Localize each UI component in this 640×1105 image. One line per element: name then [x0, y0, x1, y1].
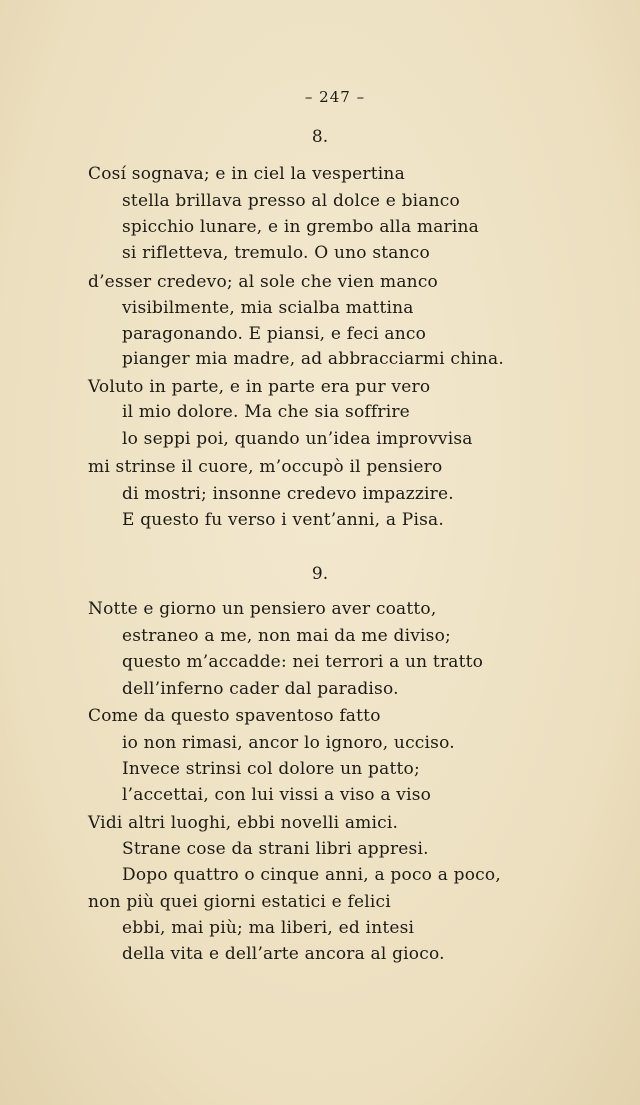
section-number-9: 9. [311, 564, 329, 584]
poem-line: Cosí sognava; e in ciel la vespertina [88, 164, 405, 184]
poem-line: Come da questo spaventoso fatto [88, 706, 381, 726]
poem-line: stella brillava presso al dolce e bianco [122, 191, 460, 211]
poem-line: ebbi, mai più; ma liberi, ed intesi [122, 918, 415, 938]
poem-line: paragonando. E piansi, e feci anco [122, 324, 427, 344]
poem-line: il mio dolore. Ma che sia soffrire [122, 402, 410, 422]
poem-line: Voluto in parte, e in parte era pur vero [88, 377, 431, 397]
poem-line: non più quei giorni estatici e felici [88, 892, 391, 912]
poem-line: di mostri; insonne credevo impazzire. [122, 484, 454, 504]
poem-line: mi strinse il cuore, m’occupò il pensiero [88, 457, 443, 477]
poem-line: lo seppi poi, quando un’idea improvvisa [122, 429, 473, 449]
poem-line: spicchio lunare, e in grembo alla marina [122, 217, 479, 237]
poem-line: io non rimasi, ancor lo ignoro, ucciso. [122, 733, 455, 753]
poem-line: si rifletteva, tremulo. O uno stanco [122, 243, 430, 263]
poem-line: questo m’accadde: nei terrori a un tratto [122, 652, 484, 672]
poem-line: l’accettai, con lui vissi a viso a viso [122, 785, 432, 805]
poem-line: pianger mia madre, ad abbracciarmi china. [122, 349, 504, 369]
poem-line: Notte e giorno un pensiero aver coatto, [88, 599, 437, 619]
poem-line: visibilmente, mia scialba mattina [122, 298, 414, 318]
page-number: – 247 – [304, 88, 366, 106]
poem-line: Dopo quattro o cinque anni, a poco a poco, [122, 865, 501, 885]
poem-line: Strane cose da strani libri appresi. [122, 839, 429, 859]
poem-line: dell’inferno cader dal paradiso. [122, 679, 399, 699]
poem-line: estraneo a me, non mai da me diviso; [122, 626, 451, 646]
poem-line: d’esser credevo; al sole che vien manco [88, 272, 438, 292]
poem-line: Invece strinsi col dolore un patto; [122, 759, 420, 779]
poem-line: Vidi altri luoghi, ebbi novelli amici. [88, 813, 399, 833]
poem-line: E questo fu verso i vent’anni, a Pisa. [122, 510, 444, 530]
section-number-8: 8. [311, 127, 329, 147]
poem-line: della vita e dell’arte ancora al gioco. [122, 944, 445, 964]
